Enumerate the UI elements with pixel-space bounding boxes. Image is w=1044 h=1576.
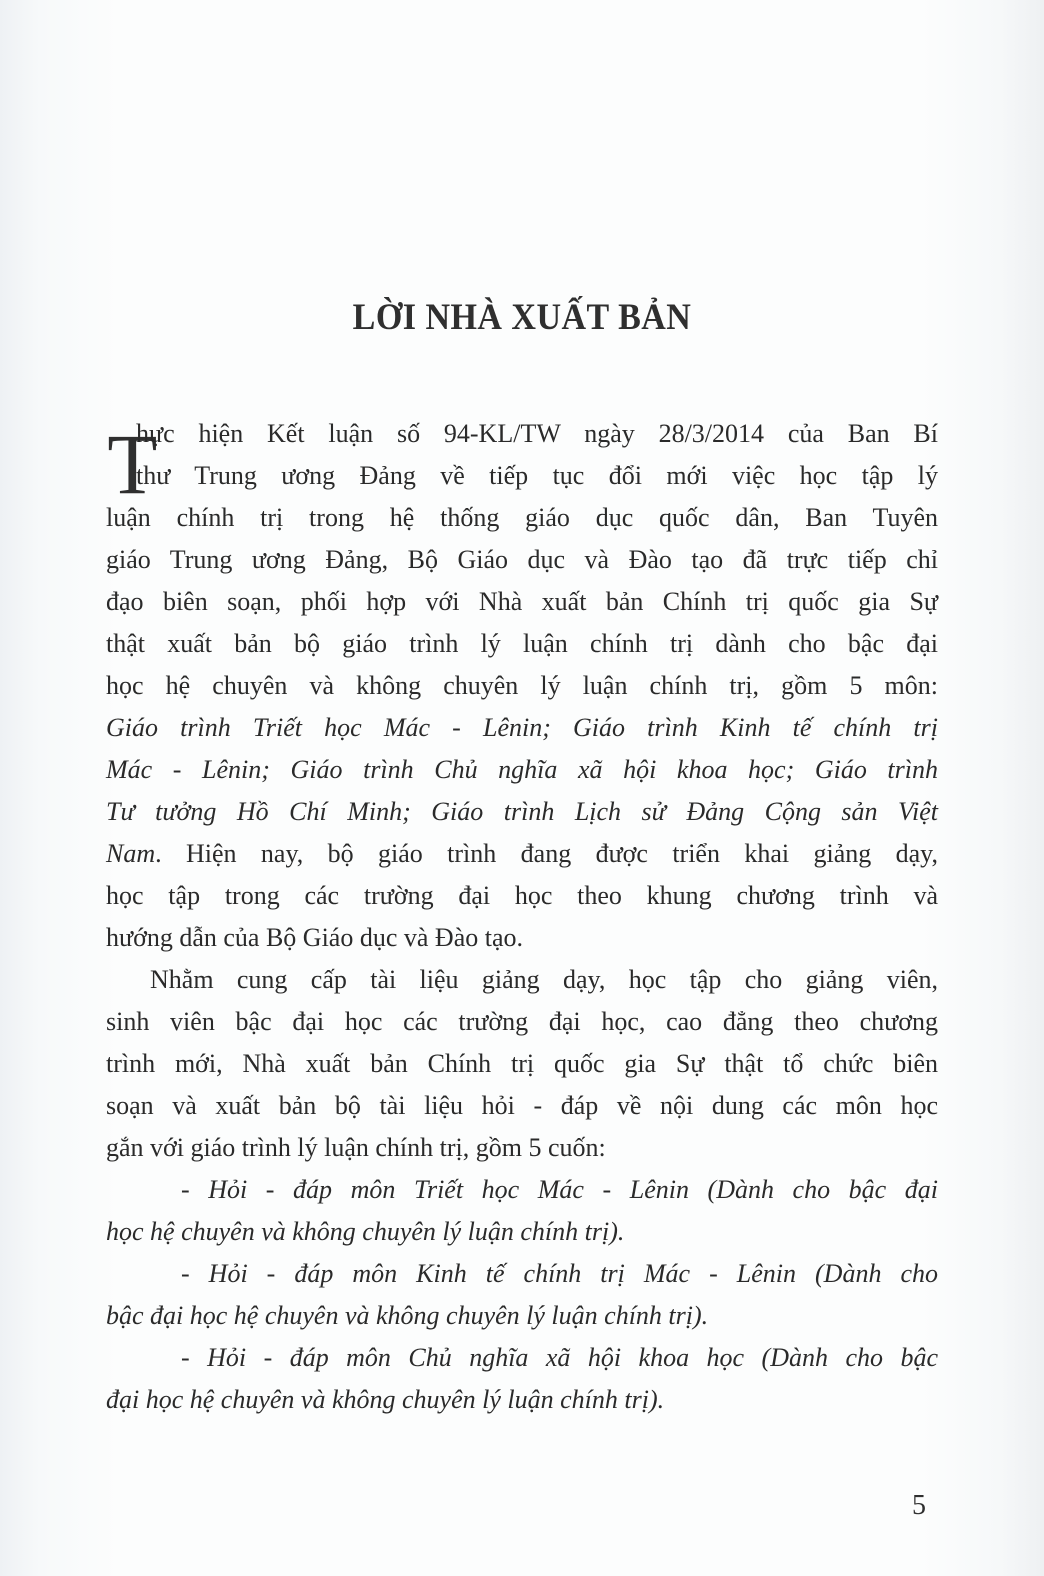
text-line-italic: Giáo trình Triết học Mác - Lênin; Giáo trình Kinh tế chính trị: [106, 713, 938, 742]
text-line: thư Trung ương Đảng về tiếp tục đổi mới việc học tập lý: [136, 461, 938, 490]
text-line: học tập trong các trường đại học theo khung chương trình và: [106, 881, 938, 910]
page-title: LỜI NHÀ XUẤT BẢN: [352, 297, 692, 338]
text-line: thật xuất bản bộ giáo trình lý luận chính trị dành cho bậc đại: [106, 629, 938, 658]
italic-word: Nam: [106, 839, 156, 868]
drop-cap: T: [107, 416, 158, 512]
text-line: sinh viên bậc đại học các trường đại học, cao đẳng theo chương: [106, 1007, 938, 1036]
text-line: gắn với giáo trình lý luận chính trị, gồm 5 cuốn:: [106, 1133, 606, 1162]
text-line-italic: Tư tưởng Hồ Chí Minh; Giáo trình Lịch sử Đảng Cộng sản Việt: [106, 797, 938, 826]
page-number: 5: [912, 1490, 926, 1521]
book-list-item: - Hỏi - đáp môn Triết học Mác - Lênin (Dành cho bậc đại: [181, 1175, 938, 1204]
text-line: soạn và xuất bản bộ tài liệu hỏi - đáp về nội dung các môn học: [106, 1091, 938, 1120]
book-list-item-cont: học hệ chuyên và không chuyên lý luận chính trị).: [106, 1217, 625, 1246]
book-list-item-cont: đại học hệ chuyên và không chuyên lý luận chính trị).: [106, 1385, 665, 1414]
text-line: trình mới, Nhà xuất bản Chính trị quốc gia Sự thật tổ chức biên: [106, 1049, 938, 1078]
text-line: [106, 833, 938, 875]
text-span: . Hiện nay, bộ giáo trình đang được triển khai giảng dạy,: [155, 839, 938, 868]
text-line: đạo biên soạn, phối hợp với Nhà xuất bản Chính trị quốc gia Sự: [106, 587, 938, 616]
book-list-item: - Hỏi - đáp môn Kinh tế chính trị Mác - Lênin (Dành cho: [181, 1259, 938, 1288]
text-line: luận chính trị trong hệ thống giáo dục quốc dân, Ban Tuyên: [106, 503, 938, 532]
text-line: học hệ chuyên và không chuyên lý luận chính trị, gồm 5 môn:: [106, 671, 938, 700]
text-line: hướng dẫn của Bộ Giáo dục và Đào tạo.: [106, 923, 524, 952]
text-line: giáo Trung ương Đảng, Bộ Giáo dục và Đào tạo đã trực tiếp chỉ: [106, 545, 938, 574]
text-line: hực hiện Kết luận số 94-KL/TW ngày 28/3/2014 của Ban Bí: [136, 419, 938, 448]
paragraph-1: [106, 413, 938, 1421]
book-list-item: - Hỏi - đáp môn Chủ nghĩa xã hội khoa học (Dành cho bậc: [181, 1343, 938, 1372]
text-line-italic: Mác - Lênin; Giáo trình Chủ nghĩa xã hội khoa học; Giáo trình: [106, 755, 938, 784]
book-list-item-cont: bậc đại học hệ chuyên và không chuyên lý luận chính trị).: [106, 1301, 709, 1330]
text-line: Nhằm cung cấp tài liệu giảng dạy, học tập cho giảng viên,: [150, 965, 938, 994]
